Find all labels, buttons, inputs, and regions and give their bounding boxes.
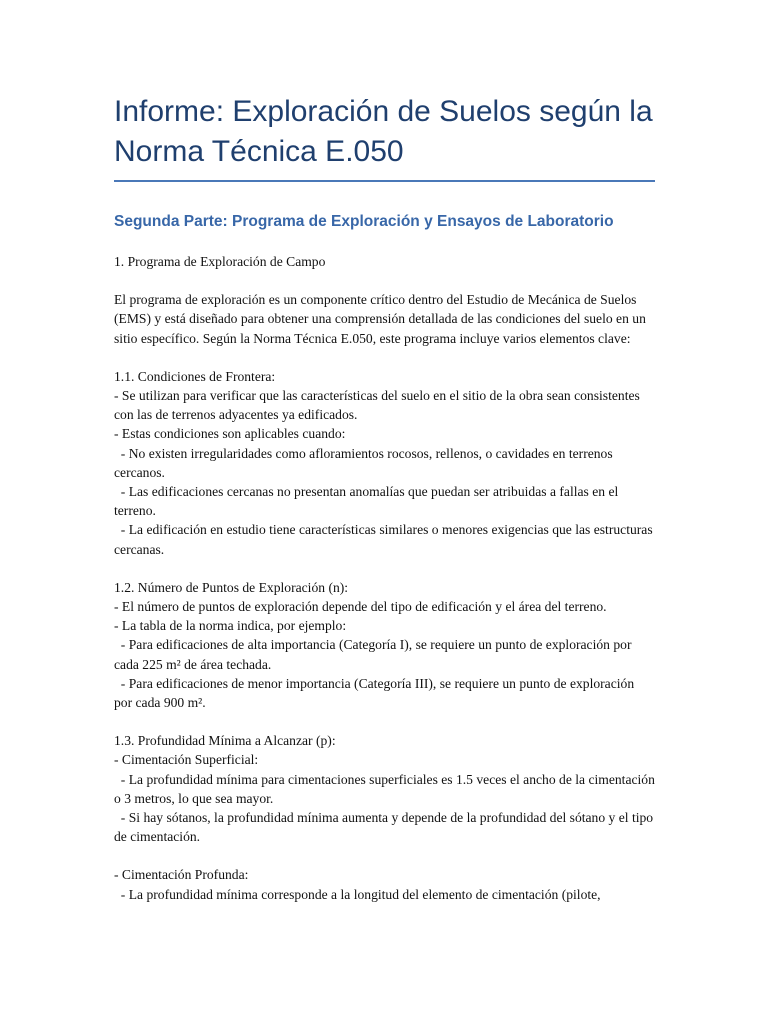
section-1-2-line: - Para edificaciones de alta importancia (Categoría I), se requiere un punto de exploración por cada 225 m² de área techada.: [114, 637, 635, 672]
title-line-2: Norma Técnica E.050: [114, 135, 404, 168]
section-1-3-deep-line: - La profundidad mínima corresponde a la longitud del elemento de cimentación (pilote,: [114, 886, 601, 902]
section-1-3-line: - La profundidad mínima para cimentaciones superficiales es 1.5 veces el ancho de la cimentación o 3 metros, lo que sea mayor.: [114, 771, 659, 806]
section-1-1-line: - Las edificaciones cercanas no presentan anomalías que puedan ser atribuidas a fallas en el terreno.: [114, 484, 622, 519]
section-1-3: [114, 731, 659, 846]
section-1-1-line: - No existen irregularidades como afloramientos rocosos, rellenos, o cavidades en terrenos cercanos.: [114, 445, 617, 480]
section-1-2-heading: 1.2. Número de Puntos de Exploración (n):: [114, 579, 349, 595]
section-1-3-line: - Si hay sótanos, la profundidad mínima aumenta y depende de la profundidad del sótano y el tipo de cimentación.: [114, 810, 657, 845]
section-1-1-line: - Estas condiciones son aplicables cuando:: [114, 426, 346, 442]
section-1-1-heading: 1.1. Condiciones de Frontera:: [114, 368, 276, 384]
section-1-3-line: - Cimentación Superficial:: [114, 752, 259, 768]
section-1-1-line: - La edificación en estudio tiene características similares o menores exigencias que las estructuras cercanas.: [114, 522, 657, 557]
section-1-3-deep: [114, 865, 655, 903]
title-line-1: Informe: Exploración de Suelos según la: [114, 95, 653, 128]
section-1-heading: 1. Programa de Exploración de Campo: [114, 254, 326, 269]
section-1-2-line: - La tabla de la norma indica, por ejemplo:: [114, 618, 347, 634]
section-1-2: [114, 578, 655, 712]
section-1-1: [114, 367, 655, 559]
document-page: [114, 92, 659, 904]
document-title: [114, 92, 655, 172]
intro-paragraph: El programa de exploración es un componente crítico dentro del Estudio de Mecánica de Suelos (EMS) y está diseñado para obtener una comprensión detallada de las condiciones del suelo en un sitio específico. Según la Norma Técnica E.050, este programa incluye varios elementos clave:: [114, 292, 646, 346]
section-1-3-heading: 1.3. Profundidad Mínima a Alcanzar (p):: [114, 733, 336, 749]
section-subtitle: Segunda Parte: Programa de Exploración y Ensayos de Laboratorio: [114, 213, 614, 230]
section-1-2-line: - Para edificaciones de menor importancia (Categoría III), se requiere un punto de exploración por cada 900 m².: [114, 675, 638, 711]
section-1-2-line: - El número de puntos de exploración depende del tipo de edificación y el área del terreno.: [114, 599, 607, 615]
section-1-1-line: - Se utilizan para verificar que las características del suelo en el sitio de la obra sean consistentes con las de terrenos adyacentes ya edificados.: [114, 388, 644, 423]
title-divider: [114, 180, 655, 182]
section-1-3-deep-heading: - Cimentación Profunda:: [114, 867, 249, 883]
